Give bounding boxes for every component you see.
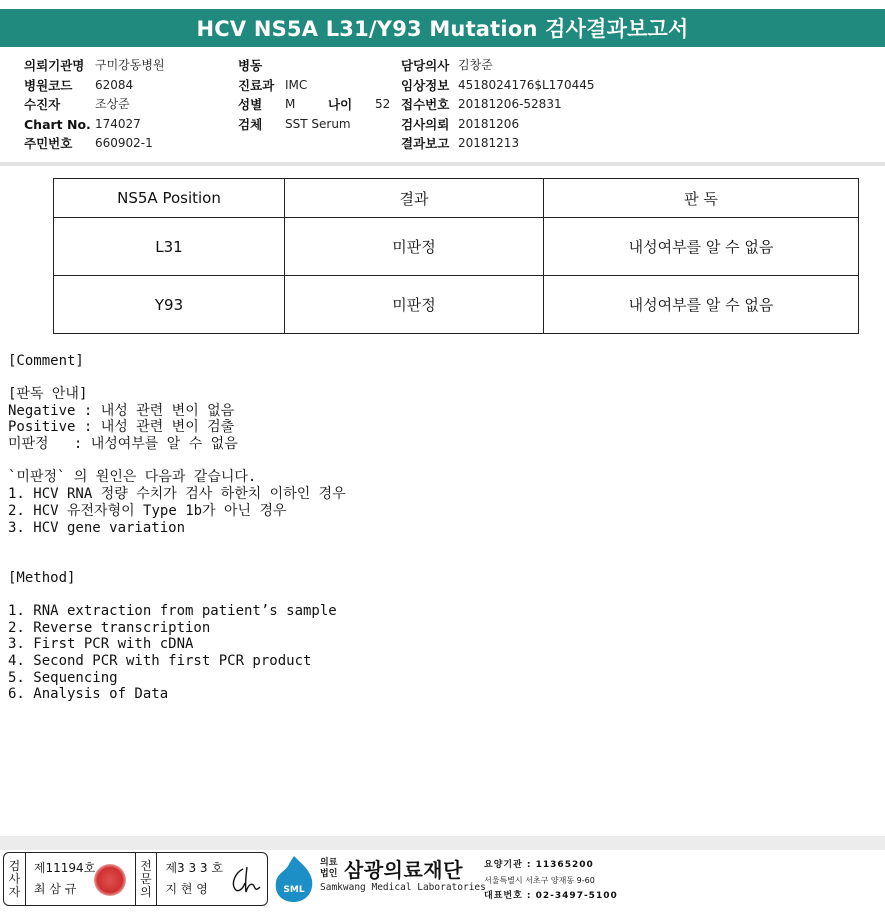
- clinical-info-label: 임상정보: [401, 77, 450, 93]
- comment-heading: [Comment]: [8, 353, 84, 369]
- cause-line: 1. HCV RNA 정량 수치가 검사 하한치 이하인 경우: [8, 486, 346, 502]
- inspector-cell: [26, 853, 136, 905]
- request-date-value: 20181206: [458, 116, 520, 131]
- result-cell: 미판정: [285, 218, 544, 276]
- request-date-label: 검사의뢰: [401, 116, 450, 132]
- sml-logo-icon: [272, 854, 316, 904]
- organization-type: 의료법인: [320, 858, 338, 879]
- table-row: [54, 276, 859, 334]
- chart-no-value: 174027: [95, 116, 141, 131]
- result-column-header: 결과: [285, 179, 544, 218]
- interpretation-column-header: 판 독: [544, 179, 859, 218]
- patient-name-label: 수진자: [24, 97, 61, 112]
- patient-info-column-1: [24, 56, 165, 154]
- method-step: 4. Second PCR with first PCR product: [8, 653, 312, 669]
- results-header-row: [54, 179, 859, 218]
- results-table: [53, 178, 859, 334]
- guide-line: 미판정 : 내성여부를 알 수 없음: [8, 436, 238, 452]
- method-step: 5. Sequencing: [8, 670, 118, 686]
- receipt-no-value: 20181206-52831: [458, 97, 562, 111]
- specialist-label-text: 전 문 의: [140, 858, 152, 899]
- guide-heading: [판독 안내]: [8, 386, 88, 402]
- guide-line: Negative : 내성 관련 변이 없음: [8, 403, 235, 419]
- cause-line: 3. HCV gene variation: [8, 520, 186, 536]
- inspector-label-text: 검 사 자: [8, 858, 21, 899]
- doctor-label: 담당의사: [401, 58, 450, 73]
- signature-box: [3, 852, 268, 906]
- patient-info-column-2: [238, 56, 390, 134]
- inspector-label: [4, 853, 26, 905]
- sex-value: M: [285, 97, 296, 111]
- method-step: 6. Analysis of Data: [8, 686, 169, 702]
- doctor-value: 김창준: [458, 58, 493, 72]
- organization-english-name: Samkwang Medical Laboratories: [320, 882, 486, 893]
- seal-stamp-icon: [94, 864, 126, 896]
- position-cell: Y93: [54, 276, 285, 334]
- report-title: HCV NS5A L31/Y93 Mutation 검사결과보고서: [0, 9, 885, 47]
- department-value: IMC: [285, 77, 308, 92]
- patient-name-value: 조상준: [95, 97, 130, 111]
- hospital-label: 의뢰기관명: [24, 58, 85, 73]
- cause-heading: `미판정` 의 원인은 다음과 같습니다.: [8, 469, 257, 485]
- organization-name: 삼광의료재단: [344, 858, 463, 882]
- hospital-code-label: 병원코드: [24, 77, 73, 93]
- specialist-cell: [157, 853, 267, 905]
- organization-address: 서울특별시 서초구 양재동 9-60: [484, 876, 595, 885]
- logo-text: SML: [283, 885, 305, 895]
- ward-label: 병동: [238, 58, 263, 73]
- clinical-info-value: 4518024176$L170445: [458, 77, 595, 92]
- resident-no-label: 주민번호: [24, 136, 73, 151]
- method-step: 1. RNA extraction from patient’s sample: [8, 603, 337, 619]
- hospital-code-value: 62084: [95, 77, 134, 92]
- hospital-value: 구미강동병원: [95, 58, 165, 72]
- interpretation-cell: 내성여부를 알 수 없음: [544, 276, 859, 334]
- sex-label: 성별: [238, 97, 263, 112]
- specimen-value: SST Serum: [285, 116, 351, 131]
- method-heading: [Method]: [8, 570, 76, 586]
- header-divider: [0, 162, 885, 166]
- footer-divider: [0, 836, 885, 850]
- interpretation-cell: 내성여부를 알 수 없음: [544, 218, 859, 276]
- report-date-label: 결과보고: [401, 136, 450, 151]
- age-value: 52: [375, 97, 391, 111]
- method-step: 2. Reverse transcription: [8, 620, 211, 636]
- inspector-name: 최 삼 규: [33, 882, 77, 896]
- method-step: 3. First PCR with cDNA: [8, 636, 194, 652]
- receipt-no-label: 접수번호: [401, 97, 450, 112]
- institution-code: 요양기관 : 11365200: [484, 860, 594, 870]
- resident-no-value: 660902-1: [95, 136, 153, 150]
- table-row: [54, 218, 859, 276]
- result-cell: 미판정: [285, 276, 544, 334]
- organization-contact: [484, 857, 618, 904]
- organization-phone: 대표번호 : 02-3497-5100: [484, 891, 618, 901]
- specimen-label: 검체: [238, 116, 263, 132]
- age-label: 나이: [328, 97, 353, 112]
- position-column-header: NS5A Position: [54, 179, 285, 218]
- cause-line: 2. HCV 유전자형이 Type 1b가 아닌 경우: [8, 503, 287, 519]
- specialist-license: 제3 3 3 호: [165, 861, 223, 875]
- guide-line: Positive : 내성 관련 변이 검출: [8, 419, 235, 435]
- department-label: 진료과: [238, 77, 275, 93]
- report-date-value: 20181213: [458, 136, 520, 150]
- signature-icon: [229, 865, 263, 895]
- position-cell: L31: [54, 218, 285, 276]
- patient-info-column-3: [401, 56, 594, 154]
- inspector-license: 제11194호: [33, 861, 96, 875]
- chart-no-label: Chart No.: [24, 116, 91, 132]
- specialist-name: 지 현 영: [165, 882, 208, 896]
- specialist-label: [136, 853, 158, 905]
